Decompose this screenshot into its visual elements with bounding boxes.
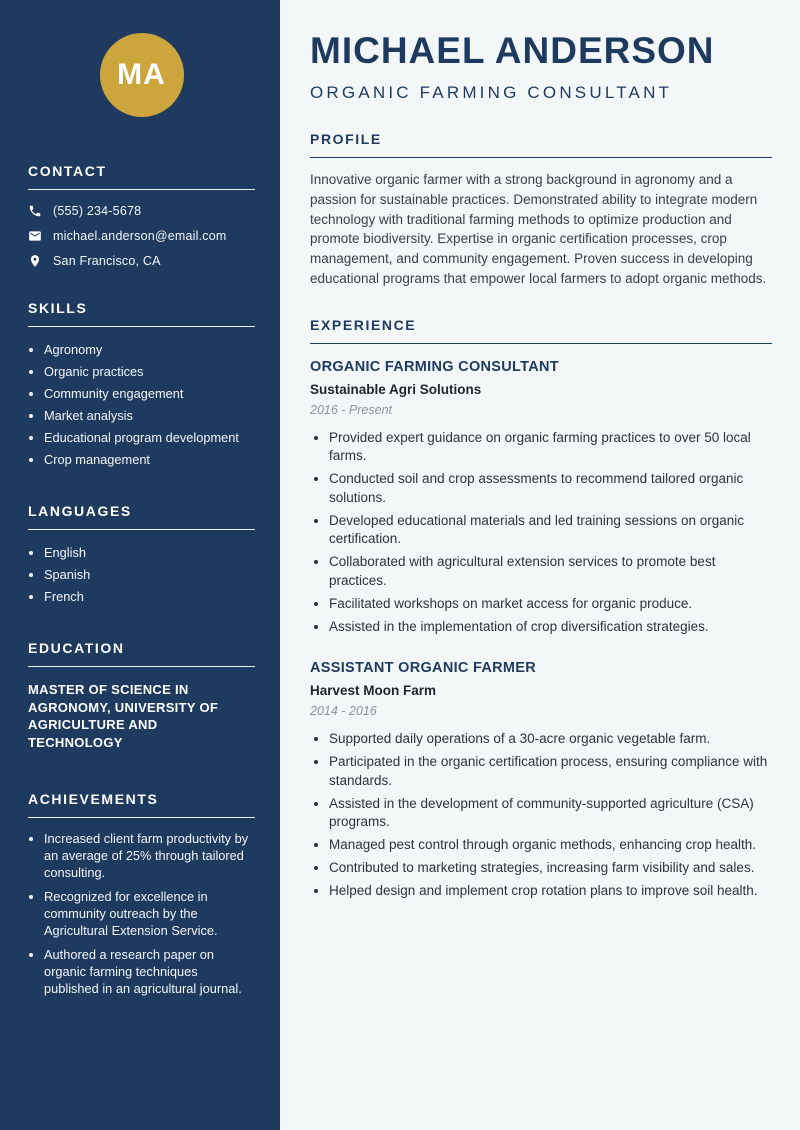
achievements-section-title: ACHIEVEMENTS [28, 791, 255, 818]
professional-title: ORGANIC FARMING CONSULTANT [310, 83, 673, 102]
experience-section [310, 317, 772, 901]
job-bullet: • Contributed to marketing strategies, increasing farm visibility and sales. [329, 859, 772, 878]
skill-item: • Crop management [44, 449, 255, 471]
skill-item: • Community engagement [44, 383, 255, 405]
contact-list [28, 204, 255, 268]
job-bullet: • Managed pest control through organic methods, enhancing crop health. [329, 836, 772, 855]
job-bullet: • Collaborated with agricultural extension services to promote best practices. [329, 553, 772, 590]
job-bullet: • Participated in the organic certification process, ensuring compliance with standards. [329, 753, 772, 790]
profile-section-title: PROFILE [310, 131, 772, 158]
job-bullet: • Supported daily operations of a 30-acre organic vegetable farm. [329, 730, 772, 749]
job-bullet: • Provided expert guidance on organic farming practices to over 50 local farms. [329, 429, 772, 466]
job-role: ASSISTANT ORGANIC FARMER [310, 660, 537, 677]
education-section [28, 640, 255, 751]
job-bullets [310, 429, 772, 637]
experience-entry [310, 660, 772, 901]
languages-section-title: LANGUAGES [28, 503, 255, 530]
skill-item: • Educational program development [44, 427, 255, 449]
achievement-item: • Increased client farm productivity by an average of 25% through tailored consulting. [44, 830, 255, 881]
profile-section [310, 131, 772, 289]
sidebar [0, 0, 280, 1130]
skills-list [28, 339, 255, 471]
job-role: ORGANIC FARMING CONSULTANT [310, 358, 559, 375]
avatar [100, 33, 184, 117]
skills-section [28, 300, 255, 471]
job-bullets [310, 730, 772, 901]
language-item: • English [44, 542, 255, 564]
contact-row-location [28, 254, 255, 268]
education-degree: MASTER OF SCIENCE IN AGRONOMY, UNIVERSITY OF AGRICULTURE AND TECHNOLOGY [28, 682, 219, 750]
job-dates: 2014 - 2016 [310, 704, 377, 719]
language-item: • Spanish [44, 564, 255, 586]
job-company: Harvest Moon Farm [310, 683, 437, 699]
job-bullet: • Conducted soil and crop assessments to recommend tailored organic solutions. [329, 470, 772, 507]
page-title: MICHAEL ANDERSON [310, 30, 715, 71]
job-bullet: • Helped design and implement crop rotation plans to improve soil health. [329, 882, 772, 901]
skill-item: • Organic practices [44, 361, 255, 383]
contact-section-title: CONTACT [28, 163, 255, 190]
contact-section [28, 163, 255, 268]
achievement-item: • Recognized for excellence in community outreach by the Agricultural Extension Service. [44, 888, 255, 939]
job-company: Sustainable Agri Solutions [310, 381, 482, 397]
language-item: • French [44, 586, 255, 608]
skill-item: • Market analysis [44, 405, 255, 427]
contact-email: michael.anderson@email.com [53, 229, 227, 243]
contact-row-email [28, 229, 255, 243]
location-icon [28, 254, 42, 268]
phone-icon [28, 204, 42, 218]
achievements-section [28, 791, 255, 997]
achievements-list [28, 830, 255, 997]
job-bullet: • Assisted in the development of community-supported agriculture (CSA) programs. [329, 795, 772, 832]
skills-section-title: SKILLS [28, 300, 255, 327]
job-bullet: • Facilitated workshops on market access for organic produce. [329, 595, 772, 614]
main-column [280, 0, 800, 1130]
education-section-title: EDUCATION [28, 640, 255, 667]
experience-entry [310, 359, 772, 637]
job-bullet: • Assisted in the implementation of crop diversification strategies. [329, 618, 772, 637]
languages-section [28, 503, 255, 608]
skill-item: • Agronomy [44, 339, 255, 361]
profile-text: Innovative organic farmer with a strong background in agronomy and a passion for sustainable practices. Demonstrated ability to integrate modern technology with traditional farming methods to optimize production and promote biodiversity. Expertise in organic certification processes, crop management, and community engagement. Proven success in developing educational programs that empower local farmers to adopt organic methods. [310, 172, 767, 286]
contact-phone: (555) 234-5678 [53, 204, 142, 218]
email-icon [28, 229, 42, 243]
job-dates: 2016 - Present [310, 402, 392, 417]
achievement-item: • Authored a research paper on organic farming techniques published in an agricultural journal. [44, 946, 255, 997]
job-bullet: • Developed educational materials and led training sessions on organic certification. [329, 512, 772, 549]
contact-location: San Francisco, CA [53, 254, 161, 268]
languages-list [28, 542, 255, 608]
experience-section-title: EXPERIENCE [310, 317, 772, 344]
contact-row-phone [28, 204, 255, 218]
avatar-initials: MA [117, 58, 166, 91]
